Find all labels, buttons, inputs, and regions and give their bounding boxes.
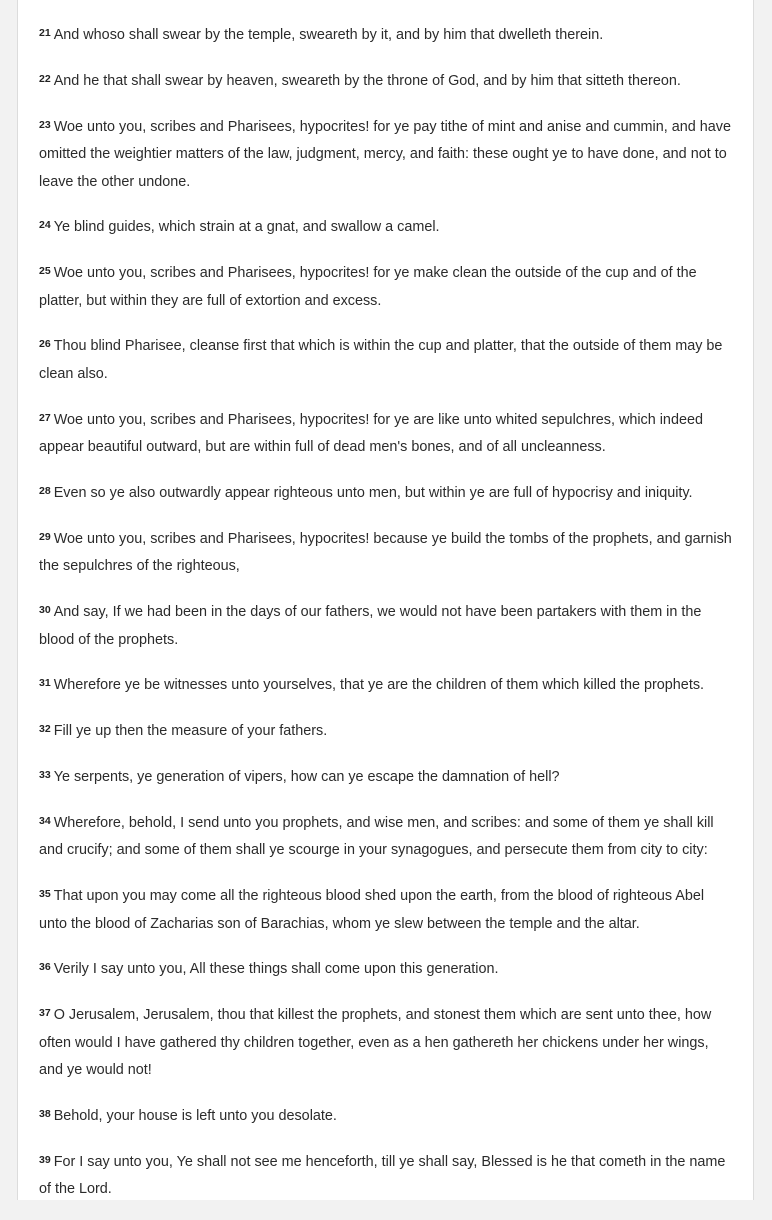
- verse-30: [39, 597, 733, 654]
- verse-number: 35: [39, 888, 51, 901]
- verse-text: Woe unto you, scribes and Pharisees, hypocrites! for ye pay tithe of mint and anise and cummin, and have omitted the weightier matters of the law, judgment, mercy, and faith: these ought ye to have done, and not to leave the other undone.: [39, 118, 731, 190]
- verse-text: Woe unto you, scribes and Pharisees, hypocrites! for ye are like unto whited sepulchres, which indeed appear beautiful outward, but are within full of dead men's bones, and of all uncleanness.: [39, 411, 703, 456]
- verse-text: Ye blind guides, which strain at a gnat, and swallow a camel.: [53, 219, 440, 236]
- verse-text: Wherefore, behold, I send unto you prophets, and wise men, and scribes: and some of them ye shall kill and crucify; and some of them shall ye scourge in your synagogues, and persecute them from city to city:: [39, 814, 714, 859]
- document-page: [17, 0, 754, 1200]
- verse-text: Woe unto you, scribes and Pharisees, hypocrites! for ye make clean the outside of the cup and of the platter, but within they are full of extortion and excess.: [39, 265, 697, 309]
- verse-number: 25: [39, 265, 51, 278]
- verse-text: Ye serpents, ye generation of vipers, how can ye escape the damnation of hell?: [53, 769, 560, 786]
- verse-37: [39, 1000, 733, 1085]
- verse-24: [39, 212, 733, 242]
- verse-32: [39, 716, 733, 746]
- verse-number: 32: [39, 723, 51, 736]
- verse-number: 31: [39, 677, 51, 690]
- verse-number: 28: [39, 485, 51, 498]
- verse-38: [39, 1101, 733, 1131]
- verse-27: [39, 405, 733, 462]
- verse-number: 38: [39, 1108, 51, 1121]
- verse-text: Even so ye also outwardly appear righteous unto men, but within ye are full of hypocrisy and iniquity.: [53, 485, 693, 502]
- verse-number: 36: [39, 961, 51, 974]
- verse-31: [39, 670, 733, 700]
- verse-text: For I say unto you, Ye shall not see me henceforth, till ye shall say, Blessed is he that cometh in the name of the Lord.: [39, 1153, 726, 1198]
- verse-21: [39, 20, 733, 50]
- verse-36: [39, 954, 733, 984]
- verse-text: And he that shall swear by heaven, sweareth by the throne of God, and by him that sitteth thereon.: [53, 72, 681, 89]
- verse-25: [39, 258, 733, 315]
- verse-33: [39, 762, 733, 792]
- verse-22: [39, 66, 733, 96]
- verse-number: 24: [39, 219, 51, 232]
- verse-34: [39, 808, 733, 865]
- verse-number: 27: [39, 411, 51, 424]
- verse-number: 23: [39, 118, 51, 131]
- verse-number: 33: [39, 769, 51, 782]
- verse-number: 29: [39, 530, 51, 543]
- verse-number: 34: [39, 814, 51, 827]
- verse-26: [39, 331, 733, 388]
- verse-number: 21: [39, 27, 51, 39]
- verse-35: [39, 881, 733, 938]
- verse-text: And whoso shall swear by the temple, sweareth by it, and by him that dwelleth therein.: [53, 27, 604, 43]
- verse-23: [39, 112, 733, 197]
- verse-text: Behold, your house is left unto you desolate.: [53, 1108, 337, 1125]
- verse-28: [39, 478, 733, 508]
- verse-number: 26: [39, 338, 51, 351]
- verse-text: Verily I say unto you, All these things shall come upon this generation.: [53, 961, 499, 978]
- verse-list: [39, 20, 733, 1220]
- verse-number: 22: [39, 72, 51, 85]
- verse-number: 30: [39, 604, 51, 617]
- verse-text: Woe unto you, scribes and Pharisees, hypocrites! because ye build the tombs of the prophets, and garnish the sepulchres of the righteous,: [39, 530, 732, 575]
- verse-number: 37: [39, 1007, 51, 1020]
- verse-29: [39, 524, 733, 581]
- verse-text: Thou blind Pharisee, cleanse first that which is within the cup and platter, that the outside of them may be clean also.: [39, 338, 723, 382]
- verse-text: O Jerusalem, Jerusalem, thou that killest the prophets, and stonest them which are sent unto thee, how often would I have gathered thy children together, even as a hen gathereth her chickens under her wings, and ye would not!: [39, 1007, 712, 1079]
- verse-text: Wherefore ye be witnesses unto yourselves, that ye are the children of them which killed the prophets.: [53, 677, 705, 694]
- verse-number: 39: [39, 1153, 51, 1166]
- verse-text: And say, If we had been in the days of our fathers, we would not have been partakers with them in the blood of the prophets.: [39, 604, 702, 648]
- verse-text: That upon you may come all the righteous blood shed upon the earth, from the blood of righteous Abel unto the blood of Zacharias son of Barachias, whom ye slew between the temple and the altar.: [39, 888, 705, 932]
- verse-text: Fill ye up then the measure of your fathers.: [53, 723, 328, 740]
- verse-39: [39, 1147, 733, 1204]
